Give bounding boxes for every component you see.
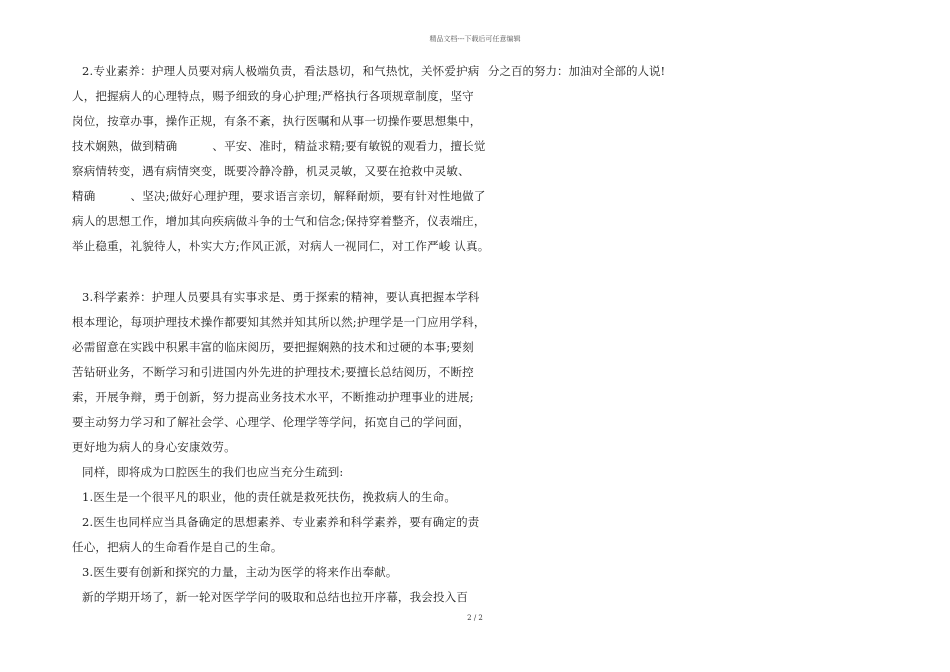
text-line: 3.科学素养：护理人员要具有实事求是、勇于探索的精神，要认真把握本学科	[82, 290, 480, 304]
text-line: 技术娴熟，做到精确 、平安、准时，精益求精;要有敏锐的观看力，擅长觉	[72, 139, 486, 153]
text-line: 人，把握病人的心理特点，赐予细致的身心护理;严格执行各项规章制度，坚守	[72, 89, 474, 103]
text-line: 2.专业素养：护理人员要对病人极端负责，看法恳切，和气热忱，关怀爱护病	[82, 64, 480, 78]
text-line: 1.医生是一个很平凡的职业，他的责任就是救死扶伤，挽救病人的生命。	[82, 490, 457, 504]
text-line: 任心，把病人的生命看作是自己的生命。	[72, 540, 283, 554]
text-line: 苦钻研业务，不断学习和引进国内外先进的护理技术;要擅长总结阅历，不断控	[72, 365, 474, 379]
text-line: 索，开展争辩，勇于创新，努力提高业务技术水平，不断推动护理事业的进展;	[72, 390, 474, 404]
text-line: 更好地为病人的身心安康效劳。	[72, 440, 236, 454]
text-line: 根本理论，每项护理技术操作都要知其然并知其所以然;护理学是一门应用学科，	[72, 315, 486, 329]
page-header: 精品文档---下载后可任意编辑	[429, 35, 521, 43]
text-line: 举止稳重，礼貌待人，朴实大方;作风正派，对病人一视同仁，对工作严峻 认真。	[72, 239, 490, 253]
text-line: 分之百的努力：加油对全部的人说!	[488, 64, 666, 78]
text-line: 察病情转变，遇有病情突变，既要冷静冷静，机灵灵敏，又要在抢救中灵敏、	[72, 164, 470, 178]
text-line: 要主动努力学习和了解社会学、心理学、伦理学等学问，拓宽自己的学问面，	[72, 415, 470, 429]
text-line: 3.医生要有创新和探究的力量，主动为医学的将来作出奉献。	[82, 565, 398, 579]
page-number: 2 / 2	[467, 614, 483, 622]
text-line: 病人的思想工作，增加其向疾病做斗争的士气和信念;保持穿着整齐，仪表端庄，	[72, 214, 486, 228]
text-line: 2.医生也同样应当具备确定的思想素养、专业素养和科学素养，要有确定的责	[82, 515, 480, 529]
text-line: 必需留意在实践中积累丰富的临床阅历，要把握娴熟的技术和过硬的本事;要刻	[72, 340, 474, 354]
text-line: 岗位，按章办事，操作正规，有条不紊，执行医嘱和从事一切操作要思想集中，	[72, 114, 482, 128]
text-line: 新的学期开场了，新一轮对医学学问的吸取和总结也拉开序幕，我会投入百	[82, 590, 469, 604]
right-column	[488, 64, 788, 78]
text-line: 同样，即将成为口腔医生的我们也应当充分生疏到:	[82, 465, 344, 479]
text-line: 精确 、坚决;做好心理护理，要求语言亲切，解释耐烦，要有针对性地做了	[72, 189, 486, 203]
